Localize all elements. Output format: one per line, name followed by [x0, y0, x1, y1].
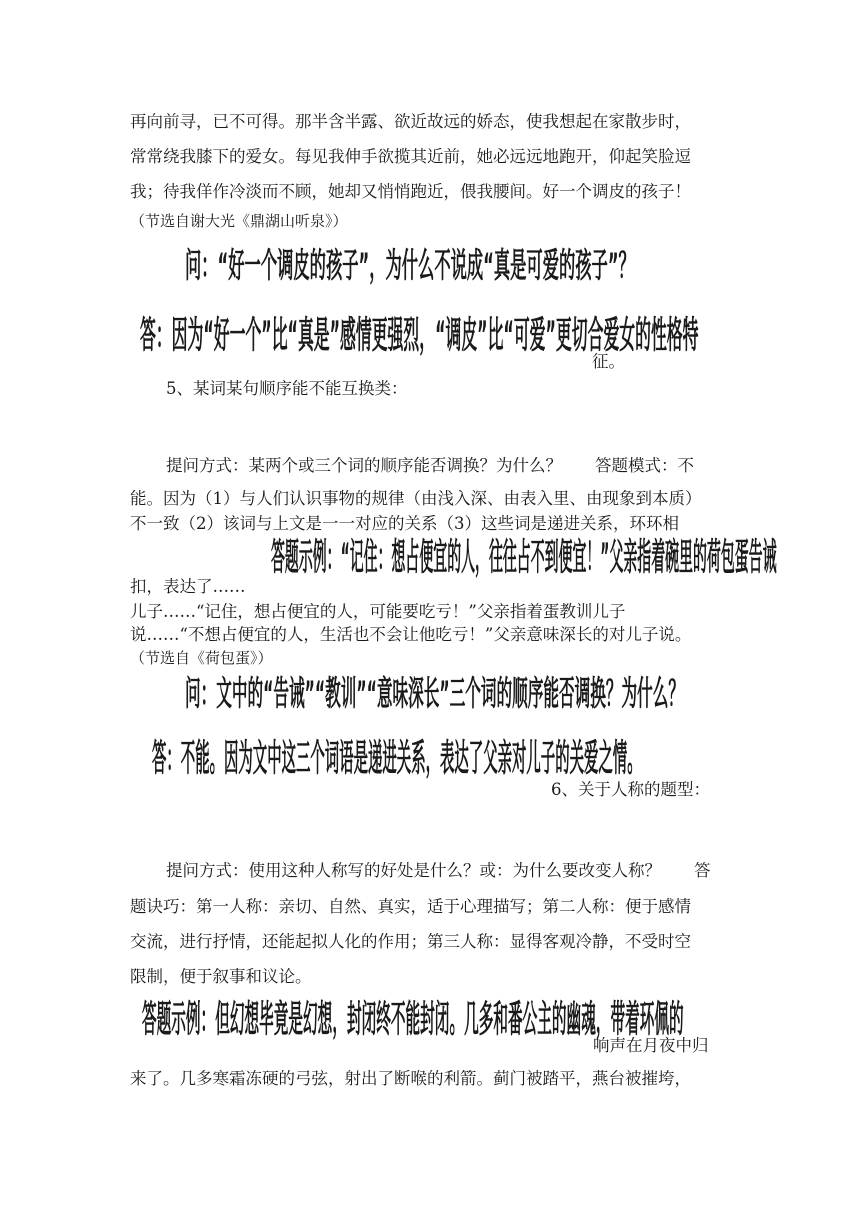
body-text-line: 来了。几多寒霜冻硬的弓弦，射出了断喉的利箭。蓟门被踏平，燕台被摧垮， [130, 1069, 691, 1088]
body-text-line: 扣，表达了…… [130, 577, 246, 596]
body-text-line: 再向前寻，已不可得。那半含半露、欲近故远的娇态，使我想起在家散步时， [130, 112, 691, 131]
example-question: 问：“好一个调皮的孩子”，为什么不说成“真是可爱的孩子”？ [185, 247, 635, 287]
body-text-line: 提问方式：使用这种人称写的好处是什么？或：为什么要改变人称？ 答 [166, 861, 711, 880]
body-text-line: 我；待我佯作冷淡而不顾，她却又悄悄跑近，偎我腰间。好一个调皮的孩子！ [130, 182, 691, 201]
body-text-line: 能。因为（1）与人们认识事物的规律（由浅入深、由表入里、由现象到本质） [130, 489, 702, 508]
body-text-line: 题诀巧：第一人称：亲切、自然、真实，适于心理描写；第二人称：便于感情 [130, 897, 691, 916]
example-answer: 答：因为“好一个”比“真是”感情更强烈，“调皮”比“可爱”更切合爱女的性格特 [140, 313, 699, 357]
body-text-line: 交流，进行抒情，还能起拟人化的作用；第三人称：显得客观冷静，不受时空 [130, 932, 691, 951]
example-question: 问：文中的“告诫”“教训”“意味深长”三个词的顺序能否调换？为什么？ [185, 675, 684, 715]
source-citation: （节选自《荷包蛋》） [130, 649, 273, 667]
source-citation: （节选自谢大光《鼎湖山听泉》） [130, 212, 348, 230]
body-text-line: 儿子……“记住，想占便宜的人，可能要吃亏！”父亲指着蛋教训儿子 [130, 602, 626, 621]
body-text-line: 说……“不想占便宜的人，生活也不会让他吃亏！”父亲意味深长的对儿子说。 [130, 625, 692, 644]
body-text-line: 不一致（2）该词与上文是一一对应的关系（3）这些词是递进关系，环环相 [130, 514, 679, 533]
body-text-line: 常常绕我膝下的爱女。每见我伸手欲揽其近前，她必远远地跑开，仰起笑脸逗 [130, 147, 691, 166]
answer-tail-text: 征。 [592, 352, 625, 371]
example-answer: 答题示例：但幻想毕竟是幻想，封闭终不能封闭。几多和番公主的幽魂，带着环佩的 [142, 997, 684, 1041]
section-heading: 6、关于人称的题型： [551, 780, 710, 799]
section-heading: 5、某词某句顺序能不能互换类： [166, 379, 408, 398]
body-text-line: 响声在月夜中归 [593, 1036, 709, 1055]
example-answer: 答：不能。因为文中这三个词语是递进关系，表达了父亲对儿子的关爱之情。 [152, 736, 642, 780]
example-answer: 答题示例：“记住：想占便宜的人，往往占不到便宜！”父亲指着碗里的荷包蛋告诫 [271, 535, 777, 579]
body-text-line: 限制，便于叙事和议论。 [130, 967, 312, 986]
body-text-line: 提问方式：某两个或三个词的顺序能否调换？为什么？ 答题模式：不 [166, 456, 694, 475]
